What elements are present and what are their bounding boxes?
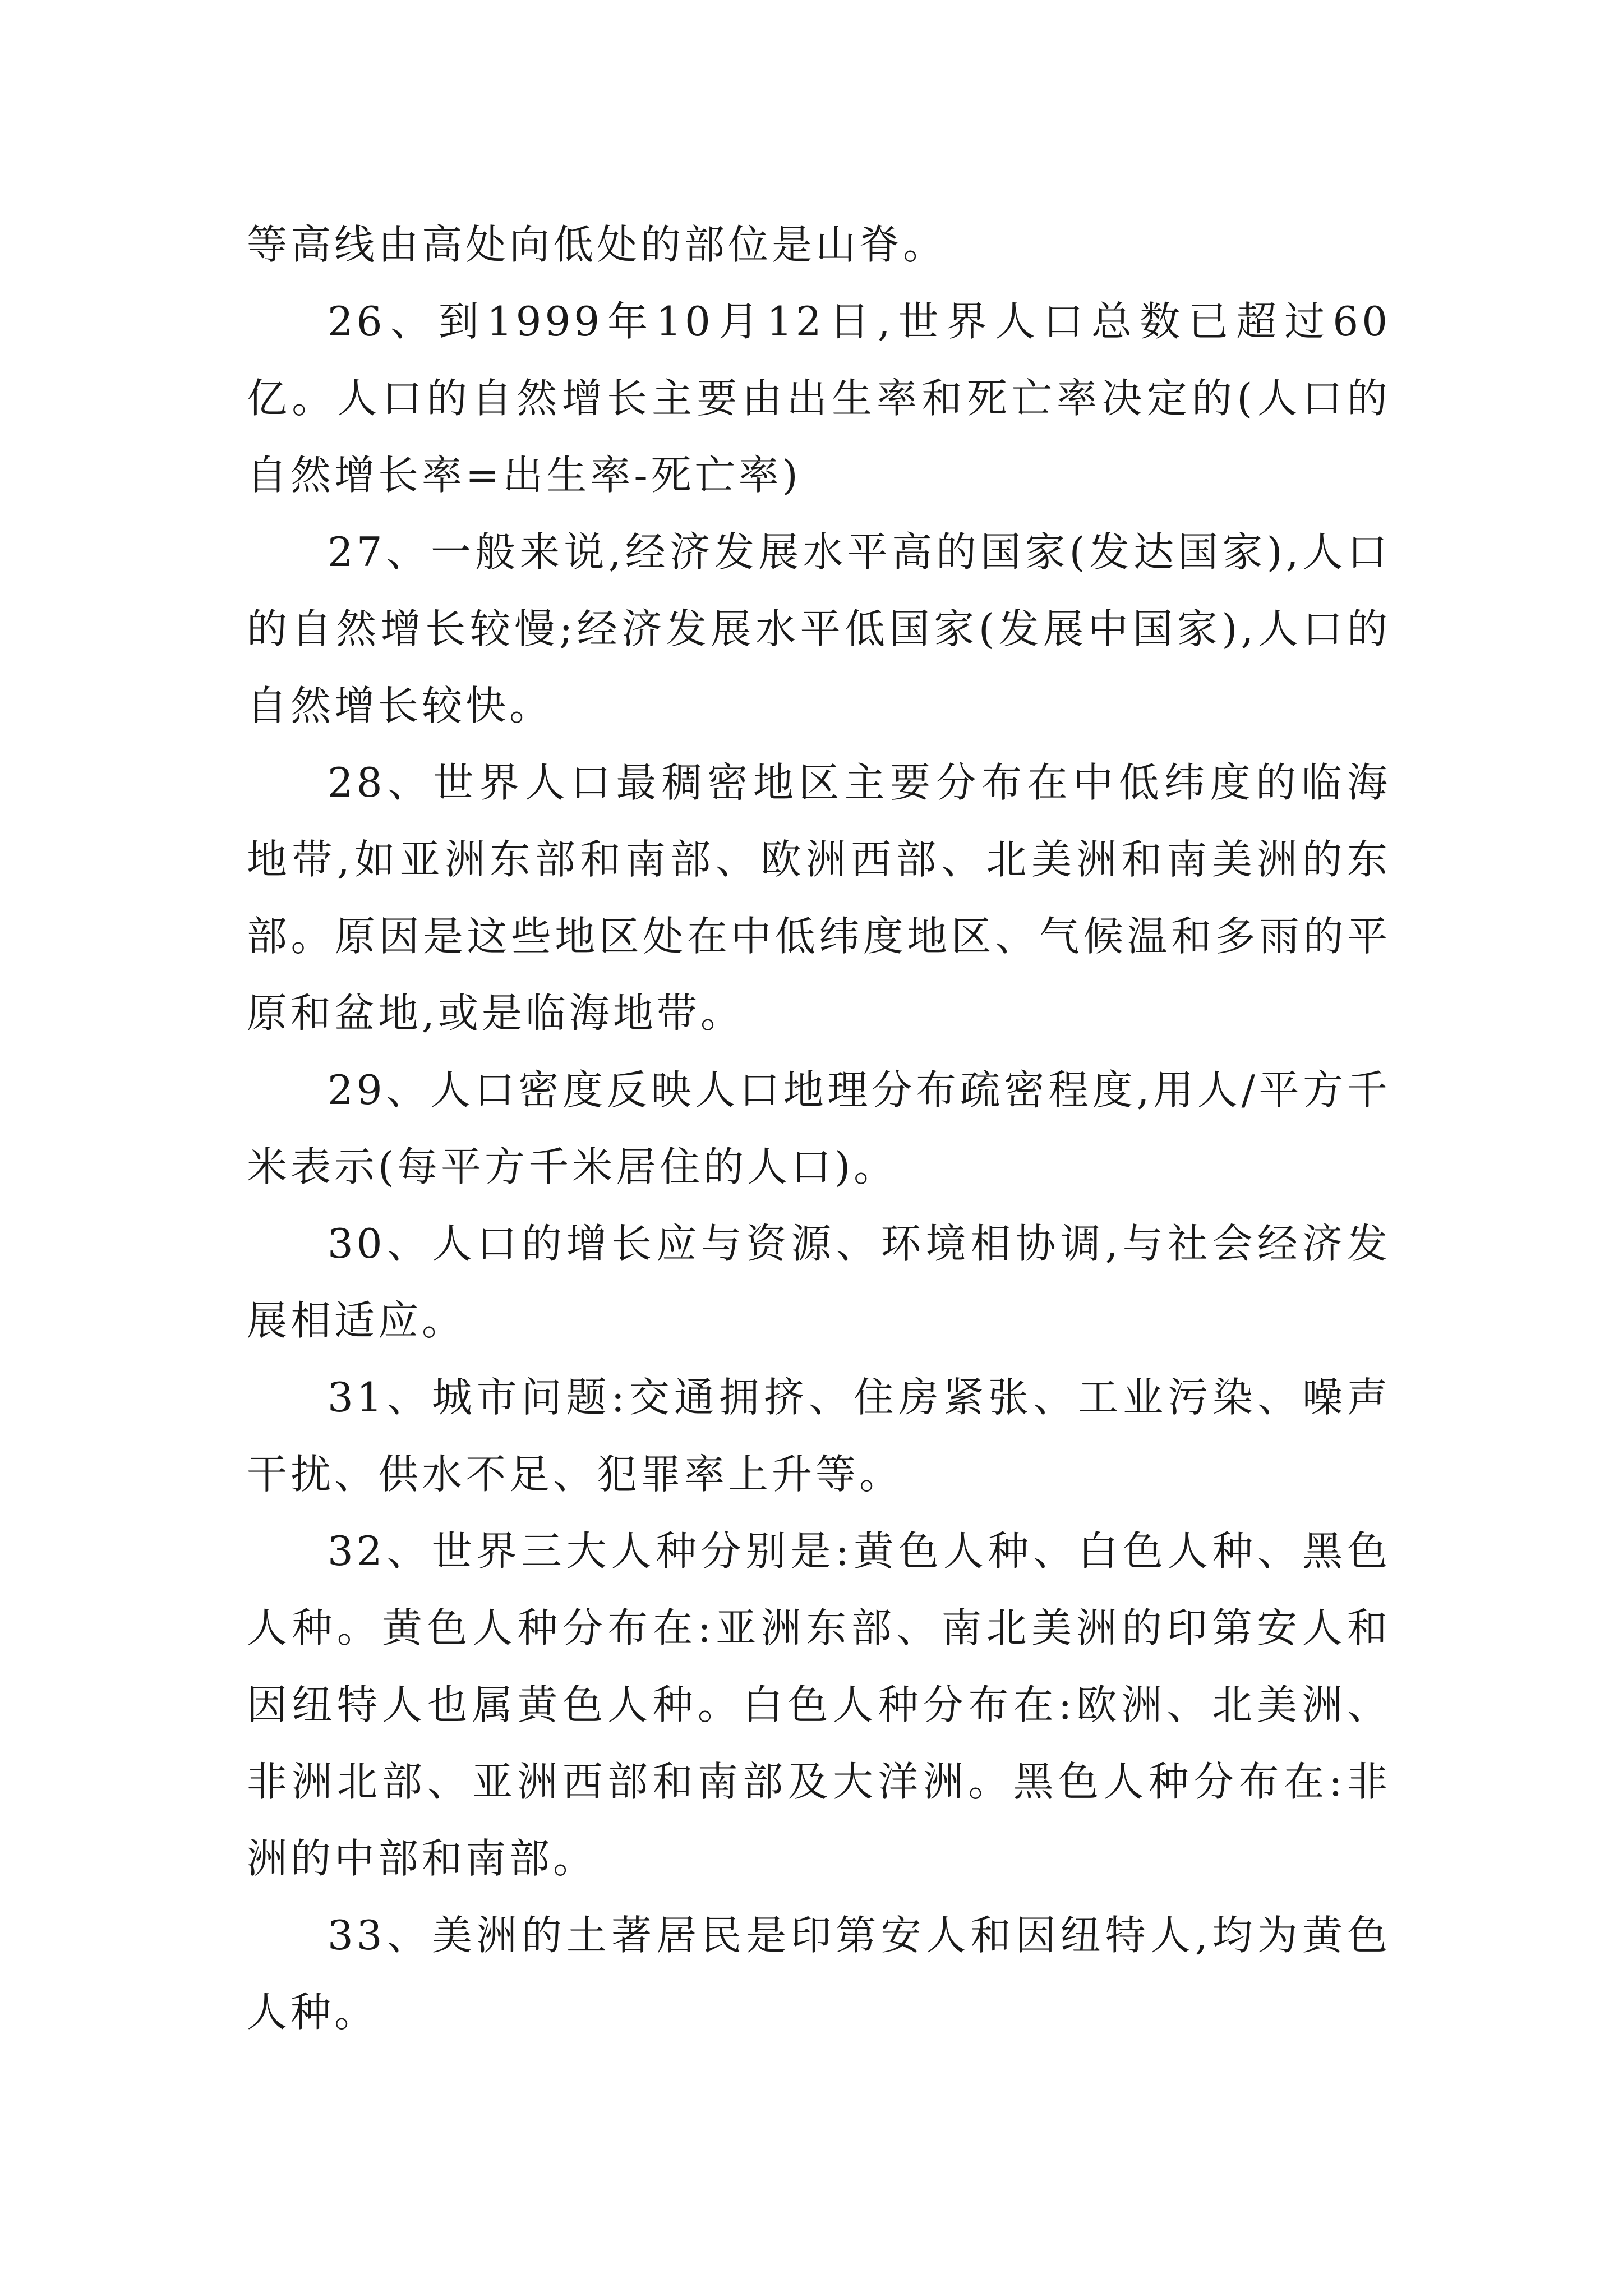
paragraph-item-27: 27、一般来说,经济发展水平高的国家(发达国家),人口的自然增长较慢;经济发展水平低国家(发展中国家),人口的自然增长较快。 [247,528,1391,729]
paragraph-item-26: 26、到1999年10月12日,世界人口总数已超过60亿。人口的自然增长主要由出生率和死亡率决定的(人口的自然增长率=出生率-死亡率) [247,298,1391,499]
paragraph-item-29: 29、人口密度反映人口地理分布疏密程度,用人/平方千米表示(每平方千米居住的人口)。 [247,1066,1391,1190]
paragraph-item-30: 30、人口的增长应与资源、环境相协调,与社会经济发展相适应。 [247,1220,1391,1344]
paragraph-item-33: 33、美洲的土著居民是印第安人和因纽特人,均为黄色人种。 [247,1912,1391,2036]
paragraph-item-28: 28、世界人口最稠密地区主要分布在中低纬度的临海地带,如亚洲东部和南部、欧洲西部、北美洲和南美洲的东部。原因是这些地区处在中低纬度地区、气候温和多雨的平原和盆地,或是临海地带。 [247,759,1391,1037]
paragraph-item-32: 32、世界三大人种分别是:黄色人种、白色人种、黑色人种。黄色人种分布在:亚洲东部、南北美洲的印第安人和因纽特人也属黄色人种。白色人种分布在:欧洲、北美洲、非洲北部、亚洲西部和南部及大洋洲。黑色人种分布在:非洲的中部和南部。 [247,1527,1391,1882]
paragraph-continuation: 等高线由高处向低处的部位是山脊。 [247,221,947,268]
paragraph-item-31: 31、城市问题:交通拥挤、住房紧张、工业污染、噪声干扰、供水不足、犯罪率上升等。 [247,1374,1391,1498]
document-body [247,206,1391,2051]
